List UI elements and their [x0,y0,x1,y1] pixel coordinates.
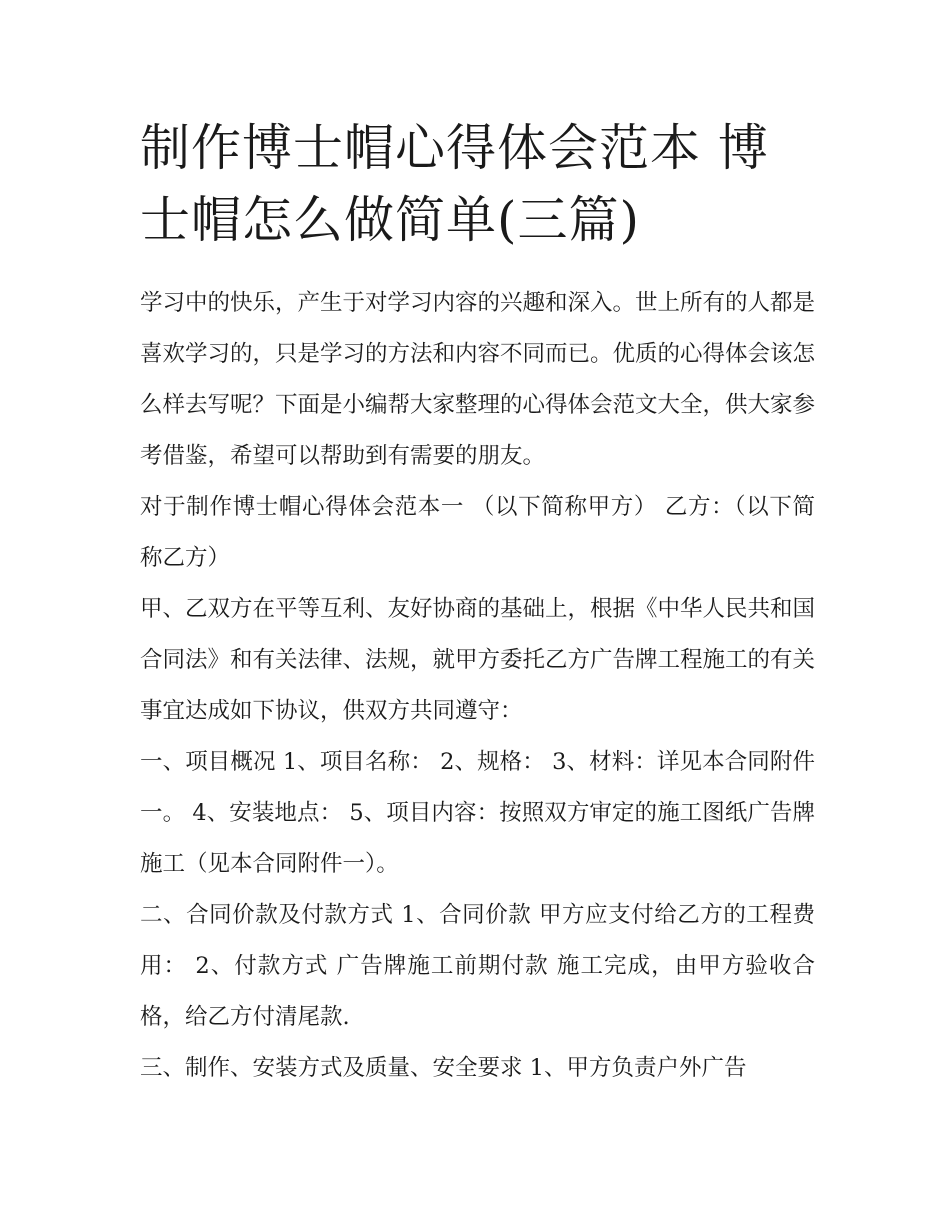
document-title: 制作博士帽心得体会范本 博士帽怎么做简单(三篇) [140,119,769,249]
document-page [140,112,815,1094]
paragraph-project-overview: 一、项目概况 1、项目名称： 2、规格： 3、材料：详见本合同附件一。 4、安装地点： 5、项目内容：按照双方审定的施工图纸广告牌施工（见本合同附件一）。 [140,749,815,877]
paragraph-agreement: 甲、乙双方在平等互利、友好协商的基础上，根据《中华人民共和国合同法》和有关法律、法规，就甲方委托乙方广告牌工程施工的有关事宜达成如下协议，供双方共同遵守： [140,596,816,724]
paragraph-parties: 对于制作博士帽心得体会范本一 （以下简称甲方） 乙方：（以下简称乙方） [140,494,815,571]
paragraph-intro: 学习中的快乐，产生于对学习内容的兴趣和深入。世上所有的人都是喜欢学习的，只是学习的方法和内容不同而已。优质的心得体会该怎么样去写呢？下面是小编帮大家整理的心得体会范文大全，供大家参考借鉴，希望可以帮助到有需要的朋友。 [140,290,816,469]
paragraph-installation: 三、制作、安装方式及质量、安全要求 1、甲方负责户外广告 [140,1055,747,1081]
document-body [140,278,815,1094]
paragraph-contract-price: 二、合同价款及付款方式 1、合同价款 甲方应支付给乙方的工程费用： 2、付款方式 广告牌施工前期付款 施工完成，由甲方验收合格，给乙方付清尾款. [140,902,815,1030]
